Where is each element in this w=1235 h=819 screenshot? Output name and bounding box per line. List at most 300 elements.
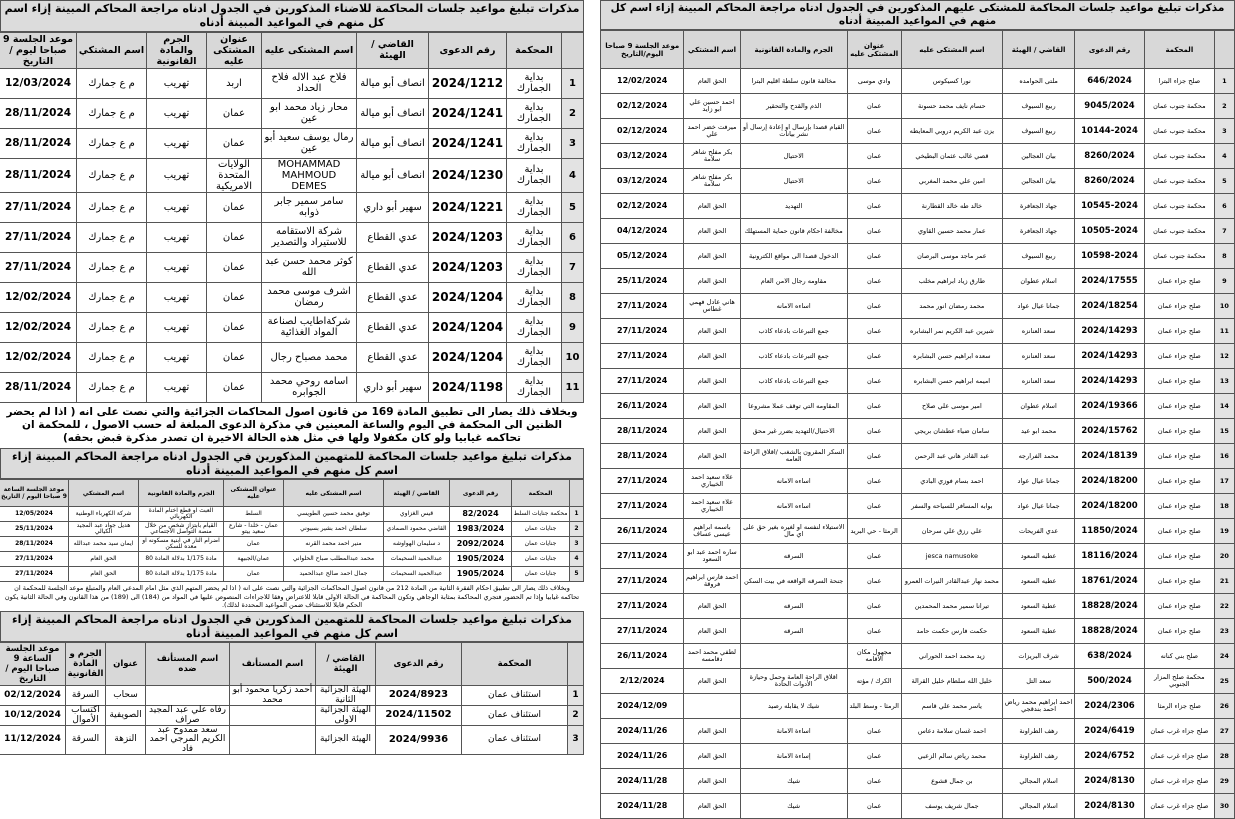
- table-cell: 2024/6419: [1075, 719, 1145, 744]
- table-cell: 2024/18200: [1075, 494, 1145, 519]
- table-cell: صلح جزاء عمان: [1144, 269, 1214, 294]
- table-cell: 17: [1214, 469, 1234, 494]
- customs-court-table: [0, 32, 584, 403]
- table-cell: محكمة جنوب عمان: [1144, 169, 1214, 194]
- table-cell: الحق العام: [684, 594, 740, 619]
- table-cell: تهريب: [147, 312, 207, 342]
- table-cell: سحاب: [106, 686, 146, 706]
- table-cell: عمان: [207, 372, 262, 402]
- column-header: موعد الجلسة الساعة 9 صباحا اليوم / التاريخ: [0, 643, 66, 686]
- table-cell: صلح جزاء البترا: [1144, 69, 1214, 94]
- table-cell: اسلام عطوان: [1003, 269, 1075, 294]
- table-cell: 22: [1214, 594, 1234, 619]
- table-cell: جمانا عيال عواد: [1003, 294, 1075, 319]
- table-cell: 2: [562, 98, 584, 128]
- table-cell: محمد نهار عبدالقادر النيرات العمرو: [901, 569, 1002, 594]
- table-cell: بداية الجمارك: [507, 282, 562, 312]
- table-cell: اسلام المجالي: [1003, 769, 1075, 794]
- table-cell: 7: [562, 252, 584, 282]
- table-cell: 500/2024: [1075, 669, 1145, 694]
- table-cell: 27/11/2024: [601, 319, 684, 344]
- table-cell: السرقة: [66, 686, 106, 706]
- column-header: عنوان المشتكى عليه: [224, 480, 284, 507]
- table-cell: 27/11/2024: [0, 192, 77, 222]
- table-cell: الحق العام: [684, 719, 740, 744]
- table-cell: جنحة السرقه الواقعه في بيت السكن: [740, 569, 847, 594]
- table-cell: عبدالحميد السحيمات: [384, 567, 450, 582]
- table-cell: عمان: [207, 252, 262, 282]
- table-row: [0, 312, 584, 342]
- table-cell: الحق العام: [684, 319, 740, 344]
- table-cell: 2024/9936: [376, 726, 462, 755]
- table-cell: محكمة جنايات السلط: [512, 507, 570, 522]
- table-cell: 20: [1214, 544, 1234, 569]
- table-cell: عمر ماجد موسى البرصان: [901, 244, 1002, 269]
- table-cell: 646/2024: [1075, 69, 1145, 94]
- table-cell: عمان: [847, 569, 901, 594]
- table-cell: عدي القطاع: [357, 222, 429, 252]
- table-cell: النزهة: [106, 726, 146, 755]
- table-cell: م ع جمارك: [77, 282, 147, 312]
- table-cell: م ع جمارك: [77, 68, 147, 98]
- table-cell: 2024/15762: [1075, 419, 1145, 444]
- right-column: [600, 0, 1235, 811]
- table-cell: السرقة: [66, 726, 106, 755]
- table-cell: 25/11/2024: [0, 522, 69, 537]
- table-cell: عدي القطاع: [357, 282, 429, 312]
- table-cell: ميرفت خضر احمد علي: [684, 119, 740, 144]
- table-cell: 02/12/2024: [601, 94, 684, 119]
- table-row: [601, 569, 1235, 594]
- table-row: [601, 394, 1235, 419]
- table-cell: صلح جزاء عمان: [1144, 569, 1214, 594]
- table-cell: مخالفة قانون سلطة اقليم البترا: [740, 69, 847, 94]
- table-cell: الحق العام: [684, 344, 740, 369]
- table-cell: الحق العام: [684, 269, 740, 294]
- table-row: [0, 68, 584, 98]
- table-cell: 03/12/2024: [601, 169, 684, 194]
- table-cell: استئناف عمان: [462, 686, 568, 706]
- table-cell: تهريب: [147, 372, 207, 402]
- table-cell: السلط: [224, 507, 284, 522]
- table-cell: ربيع السيوف: [1003, 94, 1075, 119]
- table-cell: 10: [1214, 294, 1234, 319]
- table-cell: إساءة الامانة: [740, 744, 847, 769]
- table-row: [601, 419, 1235, 444]
- table-cell: 11/12/2024: [0, 726, 66, 755]
- table-cell: بداية الجمارك: [507, 158, 562, 192]
- table-cell: ايمان سيد محمد عبدالله: [69, 537, 139, 552]
- table-cell: 27/11/2024: [601, 294, 684, 319]
- table-cell: 5: [1214, 169, 1234, 194]
- table-cell: بداية الجمارك: [507, 312, 562, 342]
- table-cell: بداية الجمارك: [507, 192, 562, 222]
- table-cell: اربد: [207, 68, 262, 98]
- table-cell: 2024/14293: [1075, 344, 1145, 369]
- table-cell: صلح جزاء عمان: [1144, 369, 1214, 394]
- table-cell: قيس الغزاوي: [384, 507, 450, 522]
- table-cell: 12/02/2024: [0, 342, 77, 372]
- table-row: [0, 372, 584, 402]
- table-cell: 2024/12/09: [601, 694, 684, 719]
- table-cell: 2024/1230: [429, 158, 507, 192]
- table-row: [0, 128, 584, 158]
- table-cell: عدي القطاع: [357, 252, 429, 282]
- table-cell: زيد محمد احمد الحوراني: [901, 644, 1002, 669]
- table-row: [601, 494, 1235, 519]
- table-cell: شركةاطايب لصناعة المواد الغذائية: [262, 312, 357, 342]
- table-row: [601, 694, 1235, 719]
- table-cell: محكمة جنوب عمان: [1144, 94, 1214, 119]
- table-cell: صلح جزاء عمان: [1144, 419, 1214, 444]
- column-header: اسم المشتكي: [684, 31, 740, 69]
- table-cell: سعد العنانزه: [1003, 369, 1075, 394]
- table-cell: شيك: [740, 769, 847, 794]
- table-cell: [684, 694, 740, 719]
- table-cell: 2024/1204: [429, 282, 507, 312]
- table-cell: انصاف أبو ميالة: [357, 128, 429, 158]
- table-cell: 2024/18200: [1075, 469, 1145, 494]
- table-row: [0, 522, 584, 537]
- table-cell: 26/11/2024: [601, 519, 684, 544]
- table-cell: صلح جزاء عمان: [1144, 519, 1214, 544]
- table-cell: اشرف موسى محمد رمضان: [262, 282, 357, 312]
- table-cell: د سليمان الهواوشه: [384, 537, 450, 552]
- table-cell: سامر سمير جابر ذوابه: [262, 192, 357, 222]
- table-cell: جمال احمد صالح عبدالحميد: [284, 567, 384, 582]
- table-cell: الاحتيال/التهديد بضرر غير محق: [740, 419, 847, 444]
- table-cell: تهريب: [147, 158, 207, 192]
- table-cell: 10545-2024: [1075, 194, 1145, 219]
- table-cell: طارق زياد ابراهيم مخلب: [901, 269, 1002, 294]
- table-cell: 2024/11502: [376, 706, 462, 726]
- table-cell: ربيع السيوف: [1003, 244, 1075, 269]
- table-cell: بداية الجمارك: [507, 68, 562, 98]
- table-cell: 2024/1212: [429, 68, 507, 98]
- column-header: موعد الجلسة 9 صباحا اليوم/التاريخ: [601, 31, 684, 69]
- table-cell: باسمه ابراهيم عيسى عساف: [684, 519, 740, 544]
- table-cell: 3: [562, 128, 584, 158]
- table-cell: 2024/1198: [429, 372, 507, 402]
- table-cell: 30: [1214, 794, 1234, 819]
- table-cell: اكتساب الأموال: [66, 706, 106, 726]
- column-header: المحكمة: [512, 480, 570, 507]
- table-cell: صلح جزاء عمان: [1144, 594, 1214, 619]
- table-cell: يزن عبد الكريم دروبي المعايطه: [901, 119, 1002, 144]
- table-cell: الذم والقدح والتحقير: [740, 94, 847, 119]
- table-cell: منير احمد محمد القرنه: [284, 537, 384, 552]
- table-cell: احمد فارس ابراهيم فروقة: [684, 569, 740, 594]
- article-169-note: وبخلاف ذلك يصار الى تطبيق المادة 169 من قانون اصول المحاكمات الجزائية والتي نصت على انه ( اذا لم يحضر الظنين الى المحكمة في اليوم والساعة المعينين في مذكرة الدعوى المبلغة له حسب الاصول ، للمحكمة ان تحاكمه غيابيا ولو كان مكفولا ولها في مثل هذه الحالة الاخيرة ان تصدر مذكرة قبض بحقه): [6, 405, 578, 444]
- table-cell: 02/12/2024: [601, 194, 684, 219]
- table-cell: جمع التبرعات بادعاء كاذب: [740, 369, 847, 394]
- column-header: الجرم والمادة القانونية: [147, 32, 207, 68]
- table-cell: عمان: [207, 222, 262, 252]
- table-cell: 12/02/2024: [0, 312, 77, 342]
- table-cell: الاحتيال: [740, 169, 847, 194]
- table-cell: أحمد زكريا محمود أبو محمد: [230, 686, 316, 706]
- table-cell: م ع جمارك: [77, 252, 147, 282]
- column-header: الجرم والمادة القانونية: [740, 31, 847, 69]
- table-cell: 27/11/2024: [601, 469, 684, 494]
- table-cell: السرقه: [740, 619, 847, 644]
- table-cell: صلح جزاء عمان: [1144, 344, 1214, 369]
- article-212-note: وبخلاف ذلك يصار الى تطبيق احكام الفقرة الثانية من المادة 212 من قانون اصول المحاكمات الجزائية والتي نصت على انه ( اذا لم يحضر المتهم الذي مثل امام المدعي العام والمتبلغ موعد الجلسة للمحكمة ان تحاكمه غيابيا وإذا تم الحضور فتجري المحاكمة بمثابة الوجاهي وتكون المحاكمة في الحالة الاولى قابلا للاعتراض وفقا للاجراءات المنصوص عليها في المواد من (184) الى (189) من هذا القانون وفي الحالة الثانية يكون الحكم قابلا للاستئناف ضمن المواعيد المحددة لذلك).: [4, 584, 580, 609]
- table-cell: حكمت فارس حكمت حامد: [901, 619, 1002, 644]
- table-cell: 27/11/2024: [601, 369, 684, 394]
- table-row: [601, 544, 1235, 569]
- table-cell: 15: [1214, 419, 1234, 444]
- table-cell: احمد حسين علي ابو زايد: [684, 94, 740, 119]
- column-header: اسم المشتكى عليه: [262, 32, 357, 68]
- table-cell: 27/11/2024: [601, 569, 684, 594]
- table-cell: ياسر محمد علي قاسم: [901, 694, 1002, 719]
- table-cell: 28: [1214, 744, 1234, 769]
- table-cell: 9: [562, 312, 584, 342]
- table-cell: المقاومه التي توقف عملا مشروعا: [740, 394, 847, 419]
- table-cell: 19: [1214, 519, 1234, 544]
- table-cell: م ع جمارك: [77, 342, 147, 372]
- table-cell: 27/11/2024: [601, 344, 684, 369]
- table-cell: 05/12/2024: [601, 244, 684, 269]
- table-cell: 18761/2024: [1075, 569, 1145, 594]
- table-cell: م ع جمارك: [77, 192, 147, 222]
- table-cell: عمان: [207, 128, 262, 158]
- table-row: [601, 719, 1235, 744]
- notice-title-appeals: مذكرات تبليغ مواعيد جلسات المحاكمة للمتهمين المذكورين في الجدول ادناه مراجعة المحاكم المبينة إزاء اسم كل منهم في المواعيد المبينة أدناه: [0, 611, 584, 643]
- table-cell: اسامه روحي محمد الجوابره: [262, 372, 357, 402]
- table-row: [601, 769, 1235, 794]
- table-cell: م ع جمارك: [77, 312, 147, 342]
- table-cell: اضرام النار في ابنية مسكونه او معده للسكن: [139, 537, 224, 552]
- table-cell: 4: [562, 158, 584, 192]
- table-cell: 2024/8130: [1075, 794, 1145, 819]
- table-row: [601, 594, 1235, 619]
- table-cell: 27/11/2024: [601, 619, 684, 644]
- table-cell: احمد ابراهيم محمد رياض احمد بندقجي: [1003, 694, 1075, 719]
- column-header: [570, 480, 584, 507]
- appeals-court-table: [0, 642, 584, 755]
- table-row: [601, 119, 1235, 144]
- table-row: [601, 319, 1235, 344]
- table-cell: jesca namusoke: [901, 544, 1002, 569]
- table-row: [601, 644, 1235, 669]
- table-cell: عمان: [847, 169, 901, 194]
- table-cell: لطفي محمد احمد دقامسه: [684, 644, 740, 669]
- table-cell: علاء سعيد احمد الخيباري: [684, 494, 740, 519]
- table-cell: 28/11/2024: [0, 372, 77, 402]
- column-header: [562, 32, 584, 68]
- table-cell: الدخول قصدا الى مواقع الكترونية: [740, 244, 847, 269]
- table-cell: بكر مفلح شاهر سلامة: [684, 144, 740, 169]
- table-cell: عمان: [847, 419, 901, 444]
- table-cell: انصاف أبو ميالة: [357, 68, 429, 98]
- table-cell: عمان: [847, 94, 901, 119]
- table-cell: القاضي محمود الصمادي: [384, 522, 450, 537]
- table-cell: مادة 1/175 بدلالة المادة 80: [139, 567, 224, 582]
- table-cell: 2024/6752: [1075, 744, 1145, 769]
- table-cell: 27/11/2024: [601, 594, 684, 619]
- table-cell: 28/11/2024: [0, 158, 77, 192]
- table-cell: نورا كسيكوس: [901, 69, 1002, 94]
- table-cell: جمانا عيال عواد: [1003, 494, 1075, 519]
- table-cell: عمان: [847, 494, 901, 519]
- table-cell: جنايات عمان: [512, 552, 570, 567]
- column-header: اسم المشتكى عليه: [901, 31, 1002, 69]
- table-cell: التهديد: [740, 194, 847, 219]
- table-cell: تهريب: [147, 192, 207, 222]
- table-cell: الرمثا - وسط البلد: [847, 694, 901, 719]
- table-cell: 04/12/2024: [601, 219, 684, 244]
- table-cell: مقاومه رجال الامن العام: [740, 269, 847, 294]
- table-cell: 2024/1203: [429, 252, 507, 282]
- table-cell: 2024/1241: [429, 128, 507, 158]
- table-cell: الهيئة الجزائية الثانية: [316, 686, 376, 706]
- table-cell: عمان: [847, 344, 901, 369]
- table-cell: بداية الجمارك: [507, 252, 562, 282]
- table-cell: بيان العجالين: [1003, 144, 1075, 169]
- table-row: [601, 669, 1235, 694]
- table-row: [601, 144, 1235, 169]
- table-cell: محكمة جنوب عمان: [1144, 144, 1214, 169]
- table-cell: عمان: [847, 319, 901, 344]
- table-cell: اسلام عطوان: [1003, 394, 1075, 419]
- table-cell: سعده ابراهيم حسن البشابره: [901, 344, 1002, 369]
- table-cell: بيان العجالين: [1003, 169, 1075, 194]
- table-cell: محمد الفرارجه: [1003, 444, 1075, 469]
- table-cell: السرقه: [740, 544, 847, 569]
- table-cell: 2/12/2024: [601, 669, 684, 694]
- table-cell: 2024/11/28: [601, 769, 684, 794]
- column-header: عنوان: [106, 643, 146, 686]
- table-cell: عمان: [847, 594, 901, 619]
- table-cell: احمد بسام فوزي البادي: [901, 469, 1002, 494]
- table-cell: الاحتيال: [740, 144, 847, 169]
- table-cell: 28/11/2024: [601, 444, 684, 469]
- table-cell: 27/11/2024: [0, 252, 77, 282]
- table-cell: عدي القطاع: [357, 342, 429, 372]
- table-cell: بداية الجمارك: [507, 342, 562, 372]
- table-cell: محكمة جنوب عمان: [1144, 119, 1214, 144]
- table-cell: سهير أبو داري: [357, 372, 429, 402]
- table-cell: ربيع السيوف: [1003, 119, 1075, 144]
- table-row: [601, 744, 1235, 769]
- table-row: [601, 794, 1235, 819]
- table-cell: ملتى الحوامده: [1003, 69, 1075, 94]
- table-cell: 12/05/2024: [0, 507, 69, 522]
- table-cell: عمان: [847, 244, 901, 269]
- table-cell: 2024/18254: [1075, 294, 1145, 319]
- table-row: [601, 444, 1235, 469]
- table-cell: 8260/2024: [1075, 169, 1145, 194]
- table-cell: 24: [1214, 644, 1234, 669]
- table-cell: الصويفية: [106, 706, 146, 726]
- table-cell: رهف الطراونة: [1003, 744, 1075, 769]
- table-cell: الحق العام: [684, 619, 740, 644]
- table-cell: عمان: [847, 119, 901, 144]
- table-cell: عمان: [847, 619, 901, 644]
- table-cell: 1: [562, 68, 584, 98]
- table-cell: عدي القطاع: [357, 312, 429, 342]
- table-cell: 2024/17555: [1075, 269, 1145, 294]
- table-cell: سعد العنانزه: [1003, 319, 1075, 344]
- table-cell: 2024/11/26: [601, 744, 684, 769]
- table-row: [0, 567, 584, 582]
- table-cell: اقلاق الراحة العامة وحمل وحيازة الأدوات الحادة: [740, 669, 847, 694]
- table-cell: وادي موسى: [847, 69, 901, 94]
- table-cell: الحق العام: [684, 369, 740, 394]
- table-cell: الحق العام: [684, 194, 740, 219]
- table-cell: عمان: [847, 219, 901, 244]
- table-cell: 10505-2024: [1075, 219, 1145, 244]
- criminal-court-table: [0, 479, 584, 582]
- table-cell: 12/02/2024: [0, 282, 77, 312]
- table-cell: الحق العام: [684, 769, 740, 794]
- table-cell: 638/2024: [1075, 644, 1145, 669]
- table-cell: 12/02/2024: [601, 69, 684, 94]
- table-cell: بن جمال قشوع: [901, 769, 1002, 794]
- table-cell: الحق العام: [684, 444, 740, 469]
- table-cell: 2024/1204: [429, 312, 507, 342]
- table-cell: الحق العام: [69, 567, 139, 582]
- table-row: [0, 726, 584, 755]
- table-cell: شركة الاستقامه للاستيراد والتصدير: [262, 222, 357, 252]
- table-cell: الكرك / مؤته: [847, 669, 901, 694]
- table-cell: بداية الجمارك: [507, 222, 562, 252]
- table-cell: 1983/2024: [450, 522, 512, 537]
- table-cell: تهريب: [147, 222, 207, 252]
- table-cell: عطية السعود: [1003, 619, 1075, 644]
- table-cell: 27: [1214, 719, 1234, 744]
- table-cell: سامان ضياء عطشان بريجي: [901, 419, 1002, 444]
- table-cell: 2024/2306: [1075, 694, 1145, 719]
- table-cell: 2: [570, 522, 584, 537]
- table-cell: مادة 1/175 بدلالة المادة 80: [139, 552, 224, 567]
- table-row: [601, 369, 1235, 394]
- table-row: [0, 222, 584, 252]
- table-cell: صلح جزاء غرب عمان: [1144, 719, 1214, 744]
- table-cell: 5: [562, 192, 584, 222]
- table-cell: عمار محمد حسين القاوي: [901, 219, 1002, 244]
- table-cell: كوثر محمد حسن عبد الله: [262, 252, 357, 282]
- column-header: عنوان المشتكى عليه: [847, 31, 901, 69]
- table-row: [0, 706, 584, 726]
- table-cell: علاء سعيد احمد الخيباري: [684, 469, 740, 494]
- table-cell: صلح جزاء عمان: [1144, 294, 1214, 319]
- table-cell: 11: [1214, 319, 1234, 344]
- table-cell: انصاف أبو ميالة: [357, 98, 429, 128]
- table-cell: رهف الطراونة: [1003, 719, 1075, 744]
- column-header: رقم الدعوى: [429, 32, 507, 68]
- table-cell: 6: [1214, 194, 1234, 219]
- table-cell: هديل جواد عبد المجيد الكيالي: [69, 522, 139, 537]
- table-cell: محكمة جنوب عمان: [1144, 244, 1214, 269]
- table-cell: رفاه علي عبد المجيد صراف: [146, 706, 230, 726]
- table-row: [0, 282, 584, 312]
- table-cell: [146, 686, 230, 706]
- table-cell: بوابه المسافر للسياحه والسفر: [901, 494, 1002, 519]
- table-cell: جنايات عمان: [512, 567, 570, 582]
- table-cell: الحق العام: [684, 69, 740, 94]
- table-cell: شركة الكهرباء الوطنية: [69, 507, 139, 522]
- table-row: [601, 219, 1235, 244]
- table-cell: 27/11/2024: [601, 494, 684, 519]
- column-header: الجرم والمادة القانونية: [139, 480, 224, 507]
- table-cell: الولايات المتحدة الامريكية: [207, 158, 262, 192]
- table-cell: جمال شريف يوسف: [901, 794, 1002, 819]
- table-cell: سعد ممدوح عبد الكريم المرجي احمد فاد: [146, 726, 230, 755]
- left-column: [0, 0, 584, 798]
